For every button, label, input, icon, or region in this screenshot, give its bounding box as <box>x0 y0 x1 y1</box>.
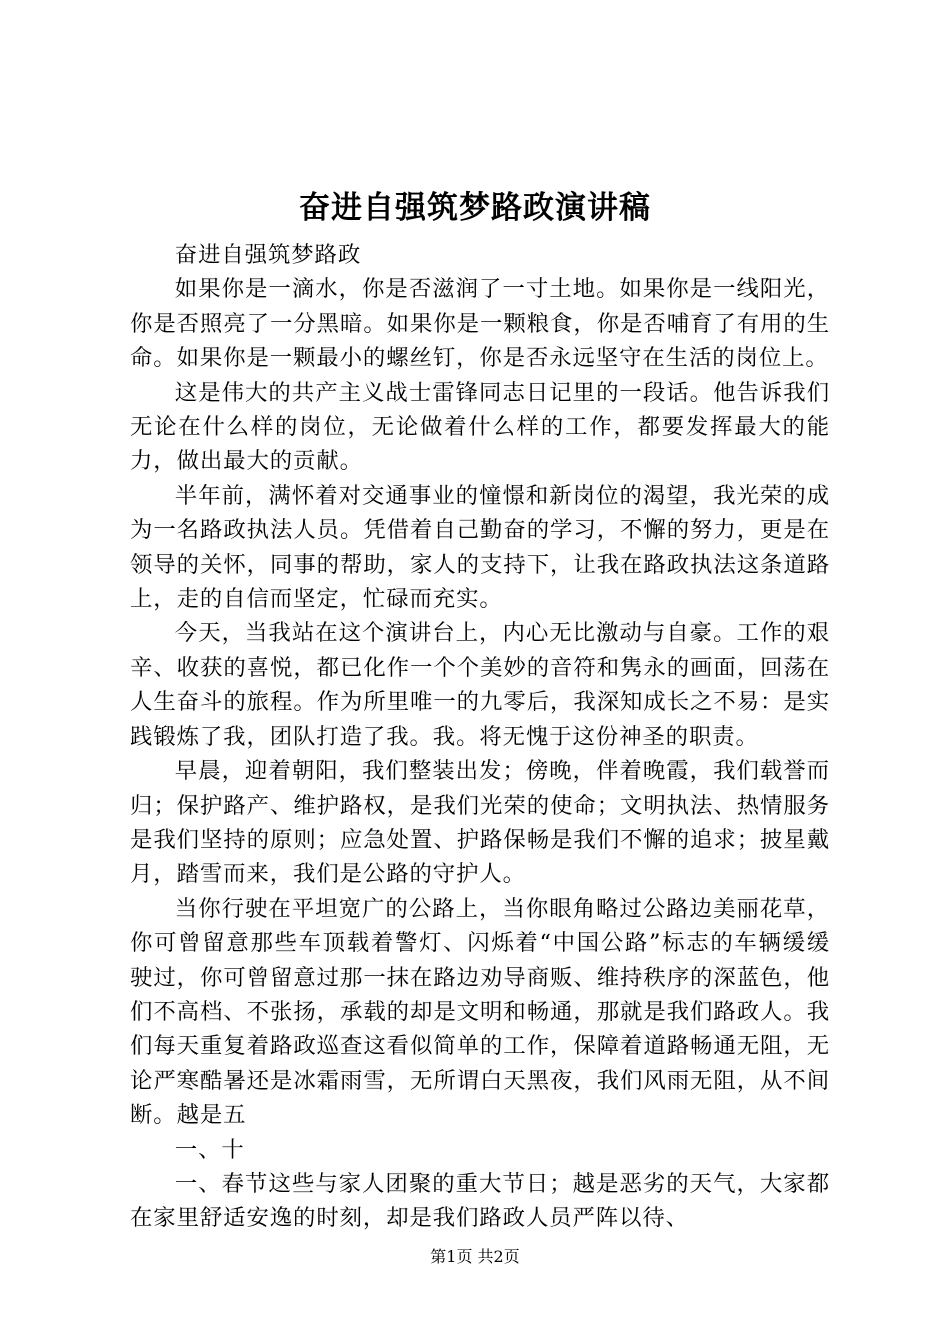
paragraph: 这是伟大的共产主义战士雷锋同志日记里的一段话。他告诉我们无论在什么样的岗位，无论做着什么样的工作，都要发挥最大的能力，做出最大的贡献。 <box>130 379 830 475</box>
paragraph: 当你行驶在平坦宽广的公路上，当你眼角略过公路边美丽花草，你可曾留意那些车顶载着警灯、闪烁着“中国公路”标志的车辆缓缓驶过，你可曾留意过那一抹在路边劝导商贩、维持秩序的深蓝色，他们不高档、不张扬，承载的却是文明和畅通，那就是我们路政人。我们每天重复着路政巡查这看似简单的工作，保障着道路畅通无阻，无论严寒酷暑还是冰霜雨雪，无所谓白天黑夜，我们风雨无阻，从不间断。越是五 <box>130 895 830 1129</box>
paragraph: 一、春节这些与家人团聚的重大节日；越是恶劣的天气，大家都在家里舒适安逸的时刻，却是我们路政人员严阵以待、 <box>130 1170 830 1232</box>
paragraph-subtitle: 奋进自强筑梦路政 <box>174 242 362 268</box>
page-footer: 第1页 共2页 <box>430 1247 520 1266</box>
paragraph: 半年前，满怀着对交通事业的憧憬和新岗位的渴望，我光荣的成为一名路政执法人员。凭借着自己勤奋的学习，不懈的努力，更是在领导的关怀，同事的帮助，家人的支持下，让我在路政执法这条道路上，走的自信而坚定，忙碌而充实。 <box>130 482 830 613</box>
document-title: 奋进自强筑梦路政演讲稿 <box>299 190 651 226</box>
paragraph: 今天，当我站在这个演讲台上，内心无比激动与自豪。工作的艰辛、收获的喜悦，都已化作一个个美妙的音符和隽永的画面，回荡在人生奋斗的旅程。作为所里唯一的九零后，我深知成长之不易：是实践锻炼了我，团队打造了我。我。将无愧于这份神圣的职责。 <box>130 620 830 750</box>
document-body <box>130 238 830 1236</box>
paragraph: 如果你是一滴水，你是否滋润了一寸土地。如果你是一线阳光，你是否照亮了一分黑暗。如果你是一颗粮食，你是否哺育了有用的生命。如果你是一颗最小的螺丝钉，你是否永远坚守在生活的岗位上。 <box>130 276 830 372</box>
paragraph: 早晨，迎着朝阳，我们整装出发；傍晚，伴着晚霞，我们载誉而归；保护路产、维护路权，是我们光荣的使命；文明执法、热情服务是我们坚持的原则；应急处置、护路保畅是我们不懈的追求；披星戴月，踏雪而来，我们是公路的守护人。 <box>130 758 830 888</box>
paragraph: 一、十 <box>174 1136 245 1163</box>
